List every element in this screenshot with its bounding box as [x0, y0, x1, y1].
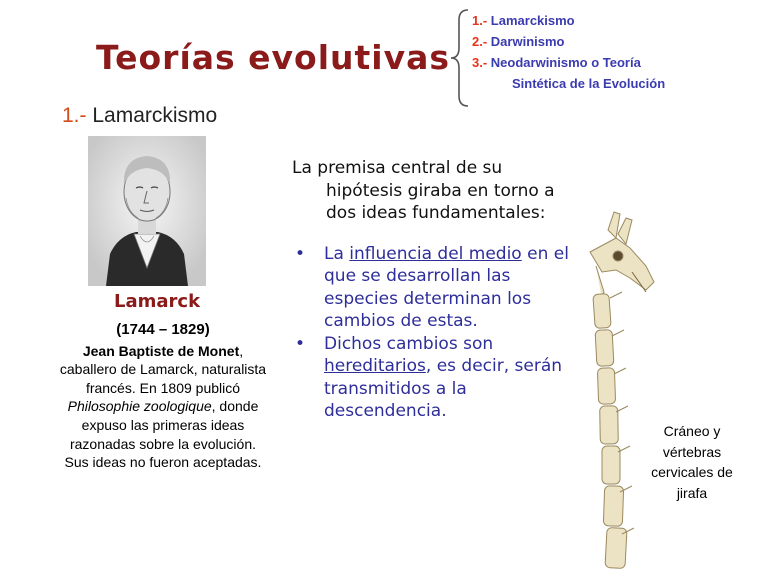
item-text: en el que se desarrollan las especies determinan los cambios de estas.	[324, 243, 569, 331]
theory-index	[472, 10, 665, 94]
bullet-icon: •	[295, 243, 306, 264]
bio-text: , donde expuso las primeras ideas razonadas sobre la evolución. Sus ideas no fueron aceptadas.	[64, 398, 262, 471]
underlined-term: hereditarios	[324, 356, 426, 376]
index-number: 2.-	[472, 34, 488, 49]
list-item	[292, 243, 582, 333]
index-continuation: Sintética de la Evolución	[512, 76, 666, 91]
bullet-icon: •	[295, 333, 306, 354]
index-item	[472, 52, 665, 73]
section-label: Lamarckismo	[92, 104, 218, 127]
main-content	[292, 157, 582, 423]
full-name: Jean Baptiste de Monet	[82, 342, 240, 359]
idea-list	[292, 243, 582, 423]
section-subtitle	[62, 104, 217, 128]
index-item	[472, 31, 665, 52]
section-number: 1.-	[62, 104, 87, 127]
index-label: Neodarwinismo o Teoría	[490, 55, 641, 70]
index-item	[472, 10, 665, 31]
lamarck-portrait-image	[88, 136, 206, 286]
underlined-term: influencia del medio	[349, 243, 522, 264]
item-text: Dichos cambios son	[324, 333, 494, 354]
bio-text: , caballero de Lamarck, naturalista francés. En 1809 publicó	[59, 342, 267, 396]
life-years: (1744 – 1829)	[116, 321, 210, 338]
item-text: , es decir, serán transmitidos a la descendencia.	[324, 356, 563, 421]
giraffe-skeleton-image	[572, 208, 662, 576]
slide-title: Teorías evolutivas	[96, 38, 451, 77]
image-caption: Cráneo y vértebras cervicales de jirafa	[651, 423, 733, 501]
book-title: Philosophie zoologique	[67, 398, 212, 415]
index-label: Darwinismo	[490, 34, 565, 49]
biography	[58, 321, 268, 472]
item-text: La	[324, 243, 350, 264]
curly-brace-icon	[448, 8, 472, 108]
index-number: 3.-	[472, 55, 488, 70]
index-label: Lamarckismo	[490, 13, 575, 28]
list-item	[292, 333, 582, 423]
portrait-name: Lamarck	[114, 291, 201, 312]
index-number: 1.-	[472, 13, 488, 28]
intro-text: La premisa central de su hipótesis giraba en torno a dos ideas fundamentales:	[292, 158, 555, 223]
